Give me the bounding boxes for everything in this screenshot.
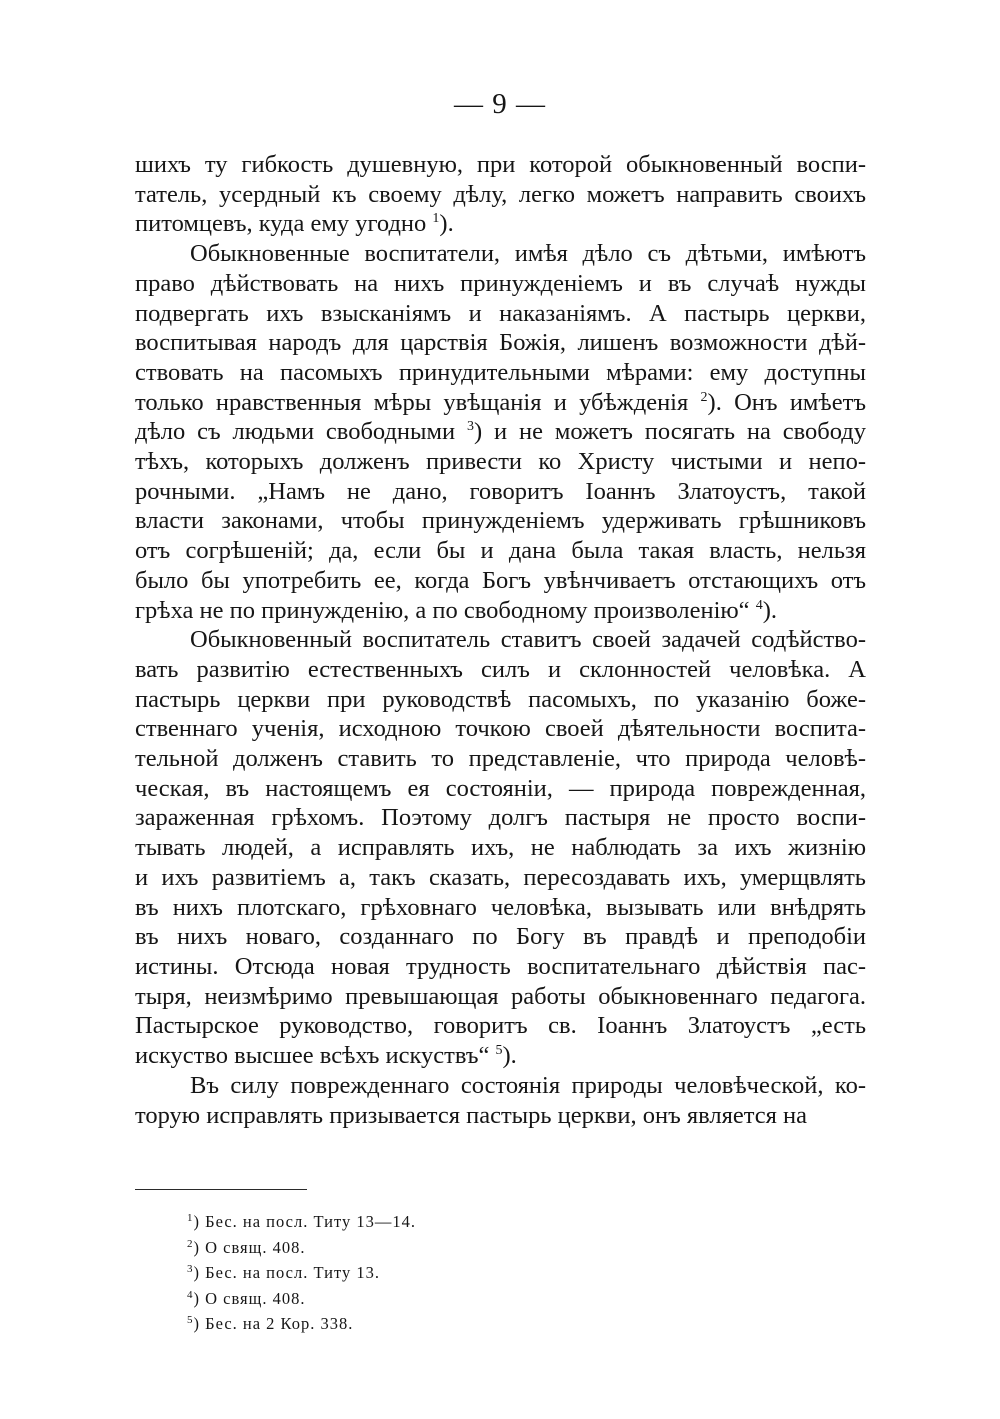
text-line bbox=[135, 239, 866, 269]
footnote-ref: 3 bbox=[467, 419, 474, 435]
text-segment: тельной долженъ ставить то представленіе, что природа человѣ- bbox=[135, 745, 866, 773]
text-segment: и ихъ развитіемъ а, такъ сказать, пересоздавать ихъ, умерщвлять bbox=[135, 863, 866, 891]
text-segment: ственнаго ученія, исходною точкою своей дѣятельности воспита- bbox=[135, 715, 866, 743]
text-line bbox=[135, 269, 866, 299]
footnote-ref: 2 bbox=[700, 389, 708, 405]
text-segment: только нравственныя мѣры увѣщанія и убѣжденія bbox=[135, 388, 701, 416]
text-line bbox=[135, 328, 866, 358]
paragraph bbox=[135, 625, 866, 1071]
footnote-mark: 2 bbox=[187, 1237, 194, 1250]
text-segment: тывать людей, а исправлять ихъ, не наблюдать за ихъ жизнію bbox=[135, 834, 866, 862]
text-line bbox=[135, 922, 866, 952]
text-line bbox=[135, 714, 866, 744]
footnotes bbox=[187, 1209, 416, 1337]
text-line bbox=[135, 982, 866, 1012]
text-line bbox=[135, 566, 866, 596]
footnote-item bbox=[187, 1209, 416, 1235]
text-segment: торую исправлять призывается пастырь церкви, онъ является на bbox=[135, 1101, 808, 1129]
text-segment: право дѣйствовать на нихъ принужденіемъ и въ случаѣ нужды bbox=[135, 269, 866, 297]
text-line bbox=[135, 952, 866, 982]
footnote-mark: 1 bbox=[187, 1212, 194, 1224]
text-segment: въ нихъ плотскаго, грѣховнаго человѣка, вызывать или внѣдрять bbox=[135, 893, 866, 921]
text-segment: было бы употребить ее, когда Богъ увѣнчиваетъ отстающихъ отъ bbox=[135, 566, 866, 594]
footnote-item bbox=[187, 1235, 416, 1261]
text-line bbox=[135, 774, 866, 804]
text-line bbox=[135, 417, 866, 447]
text-segment: пастырь церкви при руководствѣ пасомыхъ, по указанію боже- bbox=[135, 685, 866, 713]
body-text bbox=[135, 150, 866, 1130]
text-line bbox=[135, 536, 866, 566]
text-segment: Обыкновенный воспитатель ставитъ своей задачей содѣйство- bbox=[190, 626, 866, 654]
footnote-text: ) Бес. на посл. Титу 13—14. bbox=[193, 1212, 416, 1231]
text-line bbox=[135, 477, 866, 507]
text-line bbox=[135, 744, 866, 774]
footnote-ref: 1 bbox=[432, 211, 440, 227]
text-segment: ). Онъ имѣетъ bbox=[707, 388, 866, 416]
footnote-text: ) Бес. на 2 Кор. 338. bbox=[193, 1314, 354, 1333]
text-line bbox=[135, 150, 866, 180]
text-segment: зараженная грѣхомъ. Поэтому долгъ пастыря не просто воспи- bbox=[135, 804, 866, 832]
text-segment: воспитывая народъ для царствія Божія, лишенъ возможности дѣй- bbox=[135, 329, 866, 357]
text-segment: Пастырское руководство, говоритъ св. Іоаннъ Златоустъ „есть bbox=[135, 1012, 866, 1040]
text-segment: питомцевъ, куда ему угодно bbox=[135, 210, 433, 238]
text-line bbox=[135, 655, 866, 685]
paragraph bbox=[135, 1071, 866, 1130]
footnote-separator bbox=[135, 1189, 307, 1190]
text-segment: Въ силу поврежденнаго состоянія природы человѣческой, ко- bbox=[190, 1071, 866, 1099]
text-segment: Обыкновенные воспитатели, имѣя дѣло съ дѣтьми, имѣютъ bbox=[190, 240, 866, 268]
text-segment: дѣло съ людьми свободными bbox=[135, 418, 467, 446]
text-segment: ). bbox=[762, 596, 777, 624]
text-line bbox=[135, 209, 866, 239]
footnote-item bbox=[187, 1260, 416, 1286]
footnote-mark: 4 bbox=[187, 1288, 194, 1301]
text-segment: ). bbox=[439, 210, 454, 238]
footnote-ref: 5 bbox=[495, 1043, 503, 1059]
text-line bbox=[135, 447, 866, 477]
text-line bbox=[135, 1071, 866, 1101]
text-segment: ). bbox=[502, 1042, 517, 1070]
text-segment: въ нихъ новаго, созданнаго по Богу въ правдѣ и преподобіи bbox=[135, 923, 866, 951]
text-segment: вать развитію естественныхъ силъ и склонностей человѣка. А bbox=[135, 655, 866, 683]
text-segment: власти законами, чтобы принужденіемъ удерживать грѣшниковъ bbox=[135, 507, 866, 535]
text-segment: тѣхъ, которыхъ долженъ привести ко Христу чистыми и непо- bbox=[135, 448, 866, 476]
footnote-item bbox=[187, 1311, 416, 1337]
text-segment: ческая, въ настоящемъ ея состояніи, — природа поврежденная, bbox=[135, 774, 866, 802]
text-line bbox=[135, 1041, 866, 1071]
paragraph bbox=[135, 150, 866, 239]
text-line bbox=[135, 596, 866, 626]
text-line bbox=[135, 299, 866, 329]
text-line bbox=[135, 1011, 866, 1041]
text-segment: тыря, неизмѣримо превышающая работы обыкновеннаго педагога. bbox=[135, 982, 866, 1010]
text-segment: татель, усердный къ своему дѣлу, легко можетъ направить своихъ bbox=[135, 180, 866, 208]
text-segment: истины. Отсюда новая трудность воспитательнаго дѣйствія пас- bbox=[135, 952, 866, 980]
footnote-mark: 5 bbox=[187, 1314, 194, 1326]
text-line bbox=[135, 685, 866, 715]
text-line bbox=[135, 803, 866, 833]
footnote-mark: 3 bbox=[187, 1263, 194, 1275]
footnote-text: ) О свящ. 408. bbox=[193, 1237, 306, 1257]
text-segment: подвергать ихъ взысканіямъ и наказаніямъ. А пастырь церкви, bbox=[135, 299, 866, 327]
text-line bbox=[135, 388, 866, 418]
text-segment: отъ согрѣшеній; да, если бы и дана была такая власть, нельзя bbox=[135, 537, 866, 565]
text-line bbox=[135, 893, 866, 923]
text-line bbox=[135, 625, 866, 655]
text-line bbox=[135, 1101, 866, 1131]
text-segment: искуство высшее всѣхъ искуствъ“ bbox=[135, 1042, 496, 1070]
footnote-text: ) Бес. на посл. Титу 13. bbox=[193, 1263, 380, 1282]
text-line bbox=[135, 358, 866, 388]
text-line bbox=[135, 180, 866, 210]
paragraph bbox=[135, 239, 866, 625]
text-segment: шихъ ту гибкость душевную, при которой обыкновенный воспи- bbox=[135, 151, 866, 178]
text-segment: рочными. „Намъ не дано, говоритъ Іоаннъ Златоустъ, такой bbox=[135, 477, 866, 505]
text-segment: ) и не можетъ посягать на свободу bbox=[474, 418, 866, 446]
footnote-item bbox=[187, 1286, 416, 1312]
text-line bbox=[135, 863, 866, 893]
text-segment: ствовать на пасомыхъ принудительными мѣрами: ему доступны bbox=[135, 358, 866, 386]
footnote-ref: 4 bbox=[755, 597, 763, 613]
footnote-text: ) О свящ. 408. bbox=[193, 1288, 306, 1308]
text-line bbox=[135, 833, 866, 863]
text-line bbox=[135, 506, 866, 536]
page-number: — 9 — bbox=[454, 88, 546, 120]
text-segment: грѣха не по принужденію, а по свободному произволенію“ bbox=[135, 596, 756, 624]
